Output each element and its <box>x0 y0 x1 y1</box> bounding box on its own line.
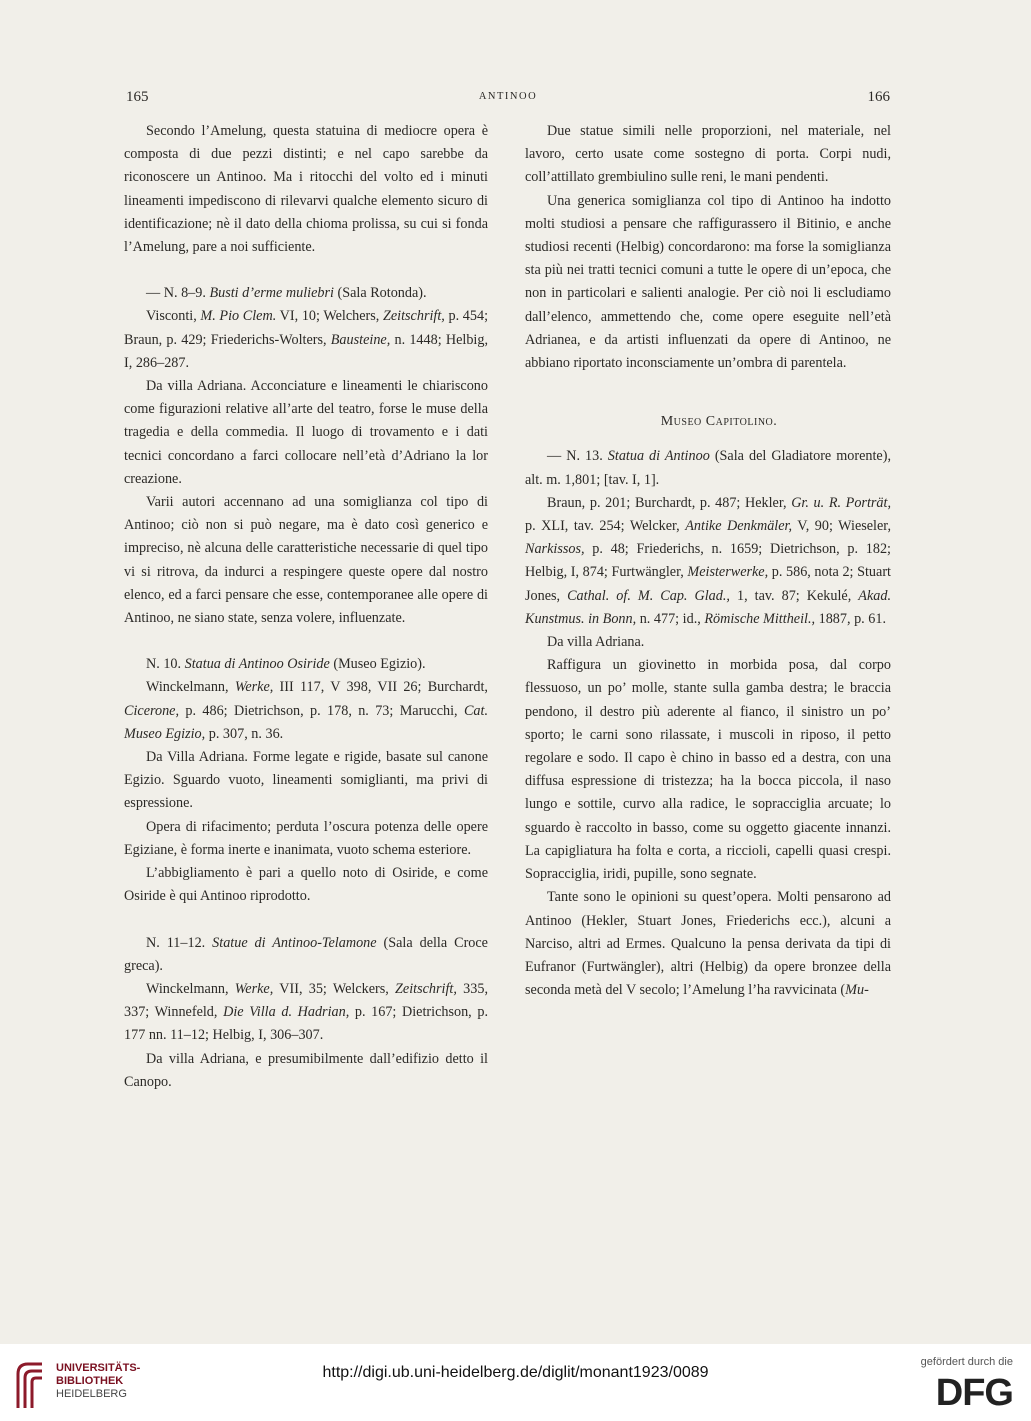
right-column <box>525 120 891 1002</box>
catalog-entry-references: Winckelmann, Werke, VII, 35; Welckers, Zeitschrift, 335, 337; Winnefeld, Die Villa d. Hadrian, p. 167; Dietrichson, p. 177 nn. 11–12; Helbig, I, 306–307. <box>124 980 488 1044</box>
funding-note: gefördert durch die <box>920 1356 1013 1368</box>
paragraph: Da villa Adriana. <box>547 634 645 651</box>
catalog-entry-heading: — N. 13. Statua di Antinoo (Sala del Gladiatore morente), alt. m. 1,801; [tav. I, 1]. <box>525 448 891 488</box>
catalog-entry-references: Visconti, M. Pio Clem. VI, 10; Welchers, Zeitschrift, p. 454; Braun, p. 429; Friederichs-Wolters, Bausteine, n. 1448; Helbig, I, 286–287. <box>124 308 489 371</box>
dfg-logo: DFG <box>935 1372 1013 1414</box>
paragraph: Una generica somiglianza col tipo di Antinoo ha indotto molti studiosi a pensare che raffigurassero il Bitinio, e anche studiosi recenti (Helbig) concordarono: ma forse la somiglianza sta più nei tratti tecnici comuni a tutte le opere di un’epoca, che non in particolari e salienti analogie. Per ciò noi li escludiamo dall’elenco, ammettendo che, come opere eseguite nell’età Adrianea, e da artisti influenzati da opere di Antinoo, ne abbiano riportato inconsciamente un’ombra di parentela. <box>525 192 891 372</box>
paragraph: Secondo l’Amelung, questa statuina di mediocre opera è composta di due pezzi distinti; e nel capo sarebbe da riconoscere un Antinoo. Ma i ritocchi del volto ed i minuti lineamenti impediscono di rilevarvi qualche elemento sicuro di identificazione; nè il dato della chioma prolissa, su cui si fonda l’Amelung, pare a noi sufficiente. <box>124 123 488 256</box>
left-column <box>124 120 488 1094</box>
paragraph: Raffigura un giovinetto in morbida posa, dal corpo flessuoso, un po’ molle, stante sulla gamba destra; le braccia pendono, il destro più aderente al fianco, il sinistro un po’ sporto; le carni sono rilassate, i muscoli in riposo, il petto regolare e sodo. Il capo è chino in basso ed a destra, con una diffusa espressione di tristezza; ha la bocca piccola, il naso lungo e sottile, curvo alla radice, le sopracciglia arcuate; lo sguardo è raccolto in basso, come su oggetto giacente innanzi. La capigliatura ha folta e corta, a riccioli, capelli quasi crespi. Sopracciglia, iridi, pupille, sono segnate. <box>525 657 891 883</box>
paragraph: Opera di rifacimento; perduta l’oscura potenza delle opere Egiziane, è forma inerte e inanimata, vuoto schema esteriore. <box>124 818 488 858</box>
paragraph: L’abbigliamento è pari a quello noto di Osiride, e come Osiride è qui Antinoo riprodotto. <box>124 865 488 905</box>
catalog-entry-heading: N. 11–12. Statue di Antinoo-Telamone (Sala della Croce greca). <box>124 934 488 974</box>
page-number-left: 165 <box>126 89 149 105</box>
paragraph: Da Villa Adriana. Forme legate e rigide, basate sul canone Egizio. Sguardo vuoto, lineamenti somiglianti, ma privi di espressione. <box>124 749 488 812</box>
library-name: UNIVERSITÄTS- BIBLIOTHEK HEIDELBERG <box>56 1362 141 1400</box>
paragraph: Da villa Adriana. Acconciature e lineamenti le chiariscono come figurazioni relative all’arte del teatro, forse le muse della tragedia e della commedia. Il luogo di trovamento e i dati tecnici concordano a farci collocare nell’età d’Adriano la lor creazione. <box>124 378 488 487</box>
running-title: ANTINOO <box>478 91 538 102</box>
page-number-right: 166 <box>867 89 890 105</box>
permalink-url[interactable]: http://digi.ub.uni-heidelberg.de/diglit/monant1923/0089 <box>322 1364 709 1381</box>
paragraph: Varii autori accennano ad una somiglianza col tipo di Antinoo; ciò non si può negare, ma è dato così generico e impreciso, nè alcuna delle caratteristiche necessarie di quel tipo vi si ritrova, da indurci a respingere queste opere dal nostro elenco, ed a farci pensare che esse, contemporanee alle opere di Antinoo, ne siano state, senza volere, influenzate. <box>124 494 488 627</box>
digitization-footer <box>0 1344 1031 1421</box>
paragraph: Due statue simili nelle proporzioni, nel materiale, nel lavoro, certo usate come sostegno di porta. Corpi nudi, coll’attillato grembiulino sulle reni, le mani pendenti. <box>525 123 891 186</box>
section-title: Museo Capitolino. <box>660 414 778 430</box>
catalog-entry-references: Braun, p. 201; Burchardt, p. 487; Hekler, Gr. u. R. Porträt, p. XLI, tav. 254; Welcker, Antike Denkmäler, V, 90; Wieseler, Narkissos, p. 48; Friederichs, n. 1659; Dietrichson, p. 182; Helbig, I, 874; Furtwängler, Meisterwerke, p. 586, nota 2; Stuart Jones, Cathal. of. M. Cap. Glad., 1, tav. 87; Kekulé, Akad. Kunstmus. in Bonn, n. 477; id., Römische Mittheil., 1887, p. 61. <box>525 494 891 627</box>
catalog-entry-heading: N. 10. Statua di Antinoo Osiride (Museo Egizio). <box>146 656 426 673</box>
catalog-entry-references: Winckelmann, Werke, III 117, V 398, VII 26; Burchardt, Cicerone, p. 486; Dietrichson, p. 178, n. 73; Marucchi, Cat. Museo Egizio, p. 307, n. 36. <box>124 679 488 742</box>
paragraph: Da villa Adriana, e presumibilmente dall’edifizio detto il Canopo. <box>124 1050 488 1090</box>
page-header <box>126 89 890 113</box>
paragraph: Tante sono le opinioni su quest’opera. Molti pensarono ad Antinoo (Hekler, Stuart Jones, Friederichs ecc.), alcuni a Narciso, altri ad Ermes. Qualcuno la pensa derivata da tipi di Eufranor (Furtwängler), altri (Helbig) da opere bronzee della seconda metà del V secolo; l’Amelung l’ha ravvicinata (Mu- <box>525 889 891 999</box>
catalog-entry-heading: — N. 8–9. Busti d’erme muliebri (Sala Rotonda). <box>146 285 427 302</box>
